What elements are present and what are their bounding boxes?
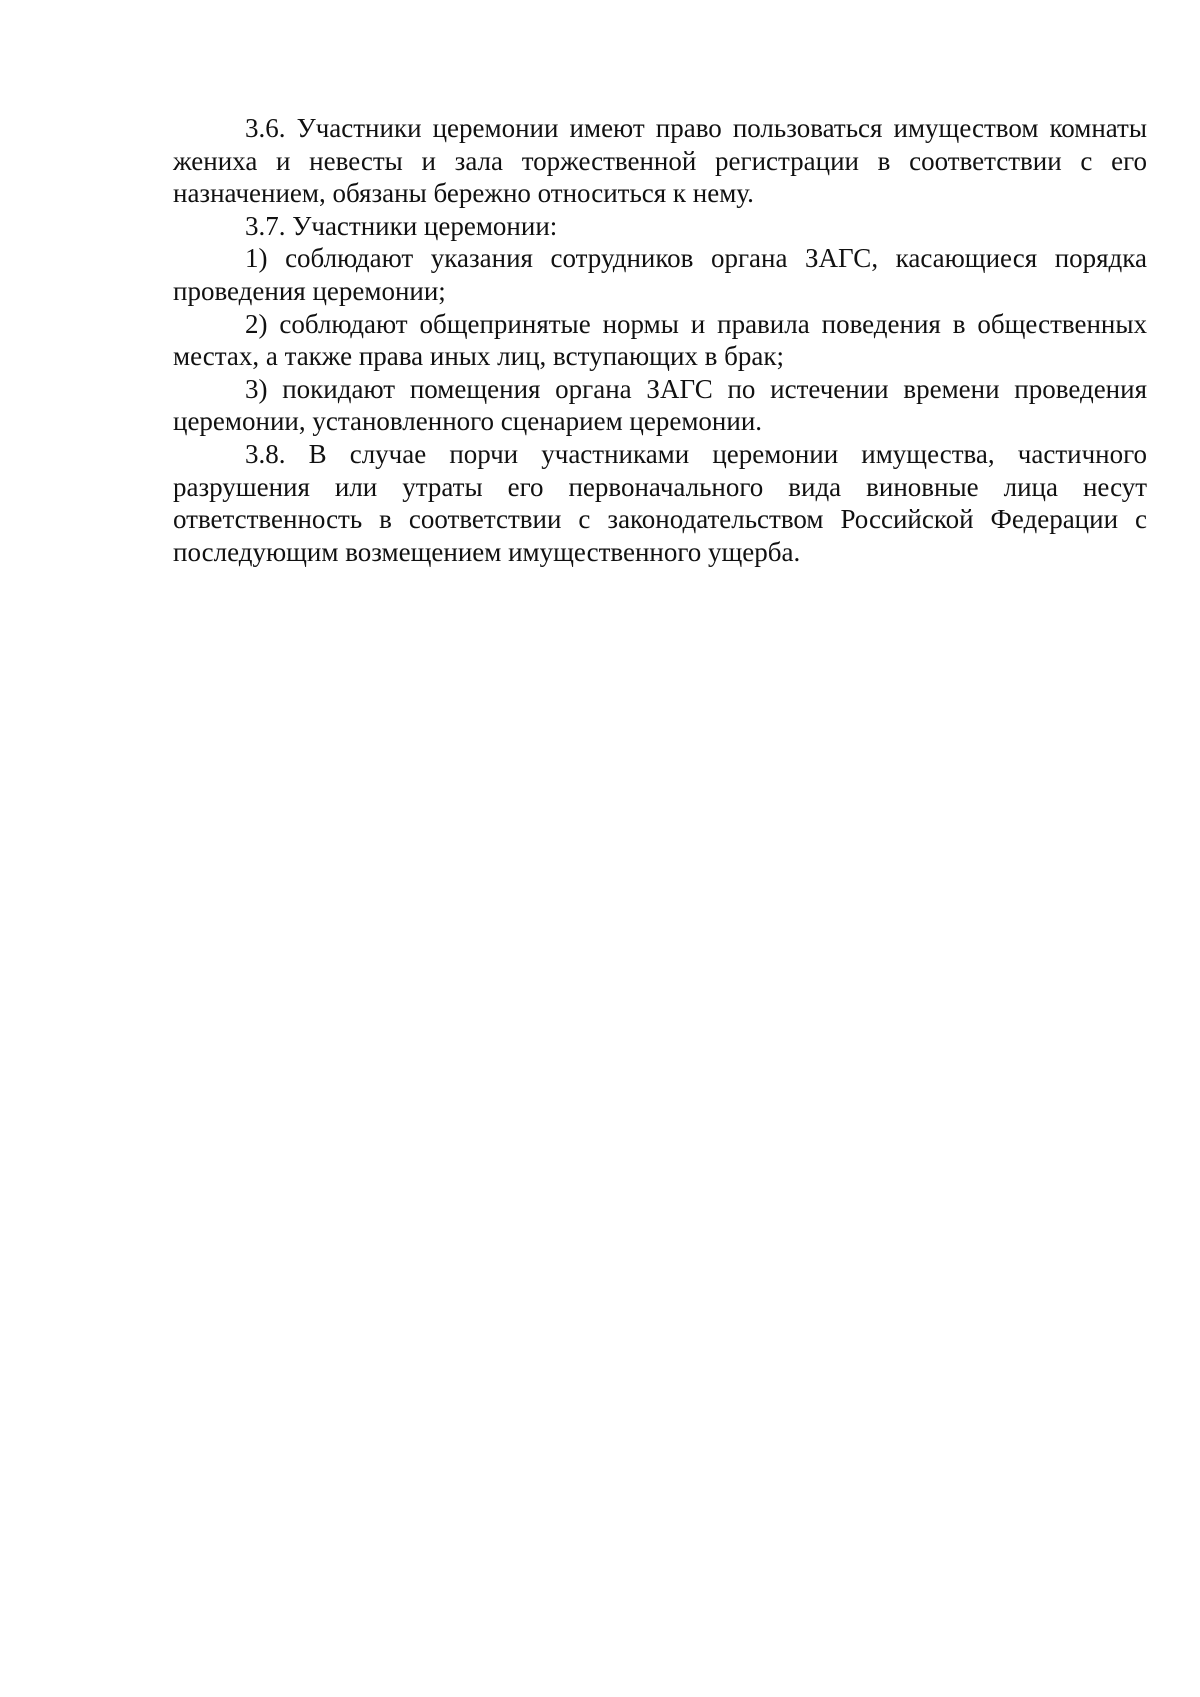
paragraph-3-8: 3.8. В случае порчи участниками церемонии имущества, частичного разрушения или утраты его первоначального вида виновные лица несут ответственность в соответствии с законодательством Российской Федерации с последующим возмещением имущественного ущерба. bbox=[173, 438, 1147, 567]
document-body bbox=[173, 112, 1147, 568]
paragraph-3-7-item-2: 2) соблюдают общепринятые нормы и правила поведения в общественных местах, а также права иных лиц, вступающих в брак; bbox=[173, 308, 1147, 372]
paragraph-3-6: 3.6. Участники церемонии имеют право пользоваться имуществом комнаты жениха и невесты и зала торжественной регистрации в соответствии с его назначением, обязаны бережно относиться к нему. bbox=[173, 113, 1147, 209]
paragraph-3-7-item-1: 1) соблюдают указания сотрудников органа ЗАГС, касающиеся порядка проведения церемонии; bbox=[173, 243, 1147, 306]
paragraph-3-7-item-3: 3) покидают помещения органа ЗАГС по истечении времени проведения церемонии, установленного сценарием церемонии. bbox=[173, 373, 1147, 437]
paragraph-3-7: 3.7. Участники церемонии: bbox=[245, 210, 558, 241]
